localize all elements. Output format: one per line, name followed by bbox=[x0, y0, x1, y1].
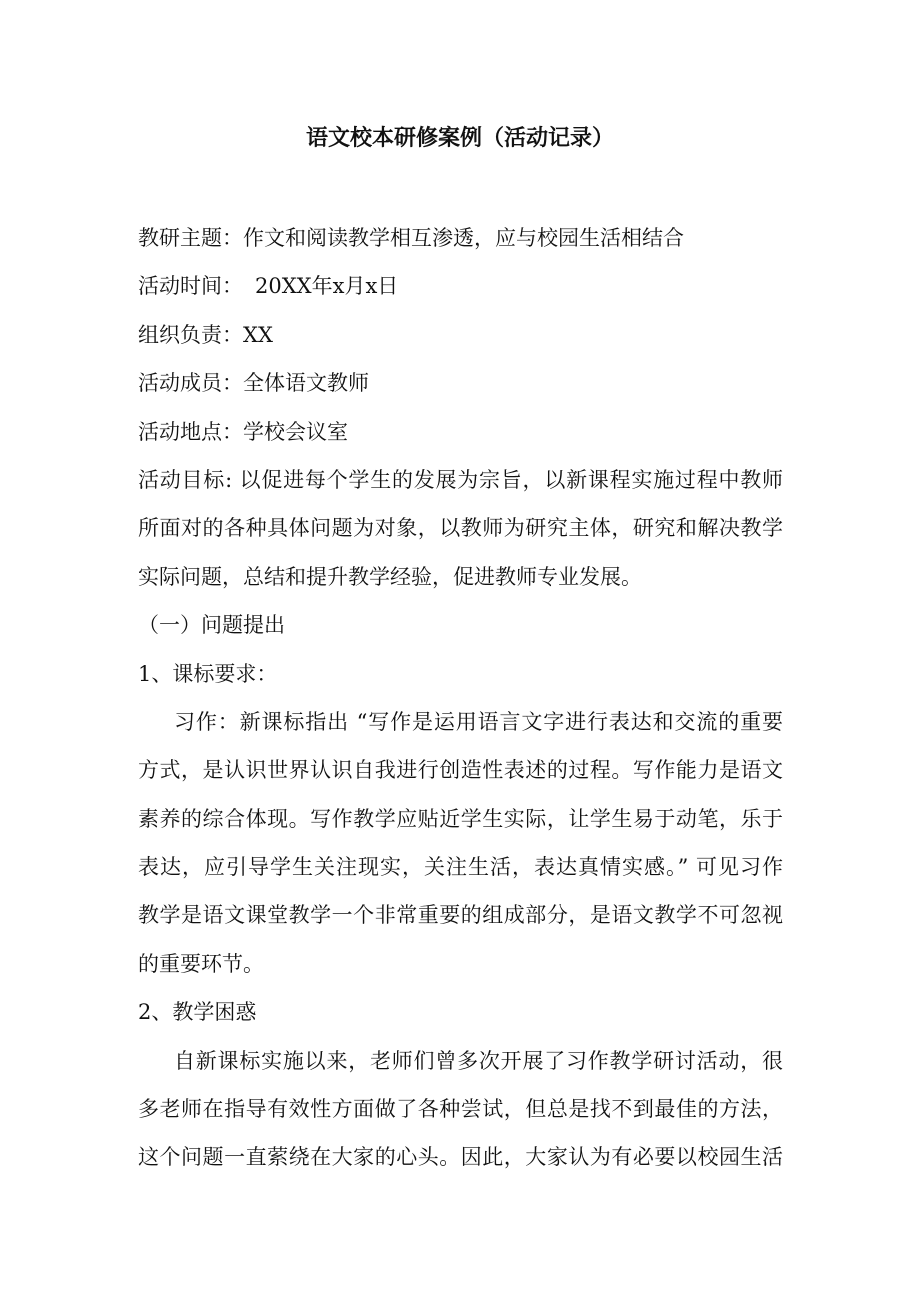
field-organizer bbox=[138, 311, 783, 359]
paragraph-line: 自新课标实施以来，老师们曾多次开展了习作教学研讨活动，很 bbox=[174, 1048, 783, 1073]
section-heading: （一）问题提出 bbox=[138, 613, 285, 638]
field-value: 作文和阅读教学相互渗透，应与校园生活相结合 bbox=[243, 226, 684, 250]
field-value: XX bbox=[243, 322, 273, 347]
field-label: 组织负责： bbox=[138, 322, 243, 347]
paragraph-line: 这个问题一直萦绕在大家的心头。因此，大家认为有必要以校园生活 bbox=[138, 1145, 783, 1170]
field-time bbox=[138, 262, 783, 310]
field-label: 教研主题： bbox=[138, 226, 243, 250]
paragraph-line: 习作：新课标指出 “写作是运用语言文字进行表达和交流的重要 bbox=[174, 709, 783, 734]
field-topic bbox=[138, 214, 783, 262]
field-members bbox=[138, 359, 783, 407]
goal-line: 实际问题，总结和提升教学经验，促进教师专业发展。 bbox=[138, 564, 642, 589]
paragraph-line: 的重要环节。 bbox=[138, 951, 264, 976]
field-value: 学校会议室 bbox=[243, 419, 348, 444]
paragraph-line: 表达，应引导学生关注现实，关注生活，表达真情实感。” 可见习作 bbox=[138, 855, 783, 880]
paragraph-line: 素养的综合体现。写作教学应贴近学生实际，让学生易于动笔，乐于 bbox=[138, 806, 783, 831]
goal-line: 所面对的各种具体问题为对象，以教师为研究主体，研究和解决教学 bbox=[138, 516, 783, 541]
document-title: 语文校本研修案例（活动记录） bbox=[305, 125, 614, 151]
paragraph-line: 教学是语文课堂教学一个非常重要的组成部分，是语文教学不可忽视 bbox=[138, 903, 783, 928]
goal-line: 活动目标: 以促进每个学生的发展为宗旨，以新课程实施过程中教师 bbox=[138, 467, 783, 492]
document-body bbox=[138, 214, 783, 1182]
subsection-heading: 1、课标要求： bbox=[138, 661, 278, 686]
field-label: 活动成员： bbox=[138, 371, 243, 396]
field-label: 活动地点： bbox=[138, 419, 243, 444]
field-value: 全体语文教师 bbox=[243, 371, 369, 396]
paragraph-line: 方式，是认识世界认识自我进行创造性表述的过程。写作能力是语文 bbox=[138, 758, 783, 783]
subsection-heading: 2、教学困惑 bbox=[138, 1000, 257, 1025]
field-label: 活动时间： bbox=[138, 274, 243, 299]
paragraph-line: 多老师在指导有效性方面做了各种尝试，但总是找不到最佳的方法， bbox=[138, 1097, 783, 1122]
field-location bbox=[138, 408, 783, 456]
field-value: 20XX年x月x日 bbox=[255, 274, 399, 299]
